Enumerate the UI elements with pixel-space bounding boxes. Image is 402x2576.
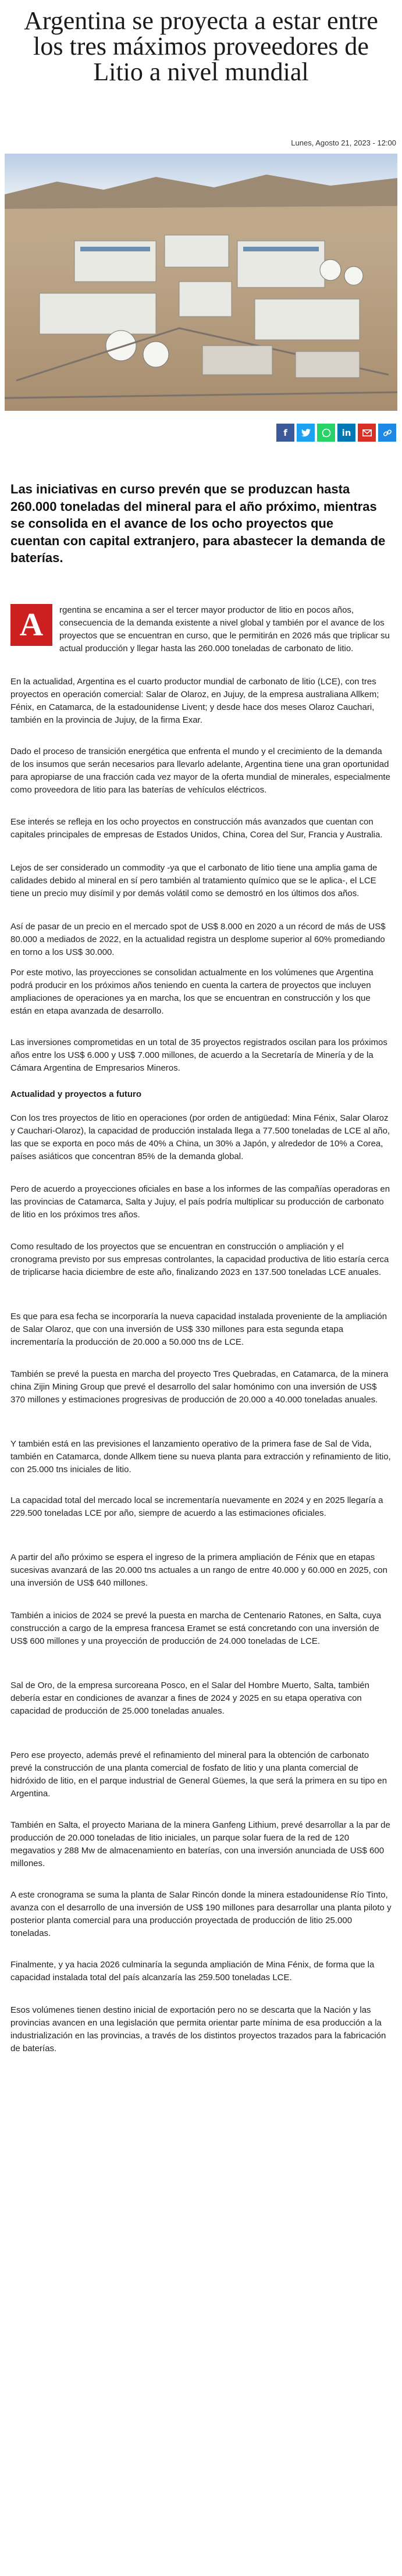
paragraph: Así de pasar de un precio en el mercado spot de US$ 8.000 en 2020 a un récord de más de US$ 80.000 a mediados de 2022, en la actualidad registra un desplome superior al 60% promediando en torno a los US$ 30.000.	[10, 922, 386, 957]
paragraph: En la actualidad, Argentina es el cuarto productor mundial de carbonato de litio (LCE), con tres proyectos en operación comercial: Salar de Olaroz, en Jujuy, de la empresa australiana Allkem; Fénix, en Catamarca, de la estadounidense Livent; y desde hace dos meses Olaroz Cauchari, también en la provincia de Jujuy, de la firma Exar.	[10, 677, 379, 725]
lithium-plant-photo	[5, 154, 397, 411]
paragraph: Lejos de ser considerado un commodity -ya que el carbonato de litio tiene una amplia gama de calidades debido al mineral en sí pero también al tratamiento químico que se le aplica-, el LCE tiene un precio muy disímil y por demás volátil como se demostró en los últimos dos años.	[10, 863, 378, 898]
first-paragraph	[10, 604, 392, 655]
paragraph: Dado el proceso de transición energética que enfrenta el mundo y el crecimiento de la demanda de los insumos que serán necesarios para llevarlo adelante, Argentina tiene una gran oportunidad para apropiarse de una fracción cada vez mayor de la oferta mundial de minerales, especialmente como proveedora de litio para las baterías de vehículos eléctricos.	[10, 747, 390, 795]
paragraph: Pero ese proyecto, además prevé el refinamiento del mineral para la obtención de carbonato prevé la construcción de una planta comercial de fosfato de litio y una planta comercial de hidróxido de litio, en el parque industrial de General Güemes, la que será la primera en su tipo en Argentina.	[10, 1750, 387, 1799]
paragraph: A partir del año próximo se espera el ingreso de la primera ampliación de Fénix que en etapas sucesivas avanzará de las 20.000 tns actuales a un rango de entre 40.000 y 60.000 en 2025, con una inversión de US$ 640 millones.	[10, 1552, 387, 1588]
paragraph: A este cronograma se suma la planta de Salar Rincón donde la minera estadounidense Río Tinto, avanza con el desarrollo de una inversión de US$ 190 millones para desarrollar una planta piloto y posterior planta comercial para una producción proyectada de producción de litio 25.000 toneladas.	[10, 1890, 392, 1938]
paragraph: También a inicios de 2024 se prevé la puesta en marcha de Centenario Ratones, en Salta, cuya construcción a cargo de la empresa francesa Eramet se está concretando con una inversión de US$ 600 millones y una proyección de producción de 24.000 toneladas de LCE.	[10, 1611, 382, 1646]
paragraph: Con los tres proyectos de litio en operaciones (por orden de antigüedad: Mina Fénix, Salar Olaroz y Cauchari-Olaroz), la capacidad de producción instalada llega a 77.500 toneladas de LCE al año, las que se exporta en poco más de 40% a China, un 30% a Japón, y alrededor de 10% a Corea, países asiáticos que concentran 85% de la demanda global.	[10, 1113, 390, 1161]
dropcap: A	[10, 604, 52, 646]
link-icon[interactable]	[378, 424, 396, 442]
paragraph: También en Salta, el proyecto Mariana de la minera Ganfeng Lithium, prevé desarrollar a la par de producción de 20.000 toneladas de litio iniciales, un parque solar fuera de la red de 120 megavatios y 288 Mw de almacenamiento en baterías, con una inversión anunciada de US$ 600 millones.	[10, 1820, 390, 1868]
paragraph: Pero de acuerdo a proyecciones oficiales en base a los informes de las compañías operadoras en las provincias de Catamarca, Salta y Jujuy, el país podría multiplicar su producción de carbonato de litio en los próximos tres años.	[10, 1184, 390, 1220]
article-title: Argentina se proyecta a estar entre los tres máximos proveedores de Litio a nivel mundial	[24, 6, 378, 86]
facebook-icon[interactable]: f	[276, 424, 294, 442]
whatsapp-icon[interactable]	[317, 424, 335, 442]
subheading: Actualidad y proyectos a futuro	[10, 1089, 142, 1099]
paragraph: Ese interés se refleja en los ocho proyectos en construcción más avanzados que cuentan con capitales principales de empresas de Estados Unidos, China, Corea del Sur, Francia y Australia.	[10, 817, 383, 840]
paragraph: También se prevé la puesta en marcha del proyecto Tres Quebradas, en Catamarca, de la minera china Zijin Mining Group que prevé el desarrollo del salar homónimo con una inversión de US$ 370 millones y estimaciones progresivas de producción de 20.000 a 40.000 toneladas anuales.	[10, 1369, 389, 1405]
article-lead: Las iniciativas en curso prevén que se produzcan hasta 260.000 toneladas del mineral para el año próximo, mientras se consolida en el avance de los ocho proyectos que cuentan con capital extranjero, para abastecer la demanda de baterías.	[10, 482, 386, 565]
paragraph: Las inversiones comprometidas en un total de 35 proyectos registrados oscilan para los próximos años entre los US$ 6.000 y US$ 7.000 millones, de acuerdo a la Secretaría de Minería y de la Cámara Argentina de Empresarios Mineros.	[10, 1037, 387, 1073]
twitter-icon[interactable]	[297, 424, 315, 442]
paragraph: Es que para esa fecha se incorporaría la nueva capacidad instalada proveniente de la ampliación de Salar Olaroz, que con una inversión de US$ 330 millones para esta segunda etapa incrementaría la producción de 20.000 a 50.000 tns de LCE.	[10, 1312, 387, 1347]
paragraph: La capacidad total del mercado local se incrementaría nuevamente en 2024 y en 2025 llegaría a 229.500 toneladas LCE por año, siempre de acuerdo a las estimaciones oficiales.	[10, 1495, 383, 1518]
linkedin-icon[interactable]: in	[337, 424, 355, 442]
paragraph: Sal de Oro, de la empresa surcoreana Posco, en el Salar del Hombre Muerto, Salta, también debería estar en condiciones de avanzar a fines de 2024 y 2025 en su etapa operativa con capacidad de producción de 25.000 toneladas anuales.	[10, 1680, 369, 1716]
paragraph: Finalmente, y ya hacia 2026 culminaría la segunda ampliación de Mina Fénix, de forma que la capacidad instalada total del país alcanzaría las 259.500 toneladas LCE.	[10, 1960, 375, 1982]
email-icon[interactable]	[358, 424, 376, 442]
share-bar	[276, 424, 396, 442]
paragraph: Esos volúmenes tienen destino inicial de exportación pero no se descarta que la Nación y las provincias avancen en una legislación que permita orientar parte mínima de esa producción a la industrialización en las provincias, a través de los distintos proyectos trazados para la fabricación de baterías.	[10, 2005, 386, 2053]
paragraph: Como resultado de los proyectos que se encuentran en construcción o ampliación y el cronograma previsto por sus empresas controlantes, la capacidad productiva de litio estaría cerca de triplicarse hacia diciembre de este año, finalizando 2023 en 137.500 toneladas LCE anuales.	[10, 1242, 389, 1277]
first-paragraph-text: rgentina se encamina a ser el tercer mayor productor de litio en pocos años, consecuencia de la demanda existente a nivel global y también por el avance de los proyectos que se encuentran en curso, que le permitirán en 2026 más que triplicar su actual producción y llegar hasta las 260.000 toneladas de carbonato de litio.	[59, 605, 390, 653]
article-date: Lunes, Agosto 21, 2023 - 12:00	[291, 138, 396, 147]
hero-image	[5, 154, 397, 411]
paragraph: Y también está en las previsiones el lanzamiento operativo de la primera fase de Sal de Vida, también en Catamarca, donde Allkem tiene su nueva planta para extracción y refinamiento de litio, con 25.000 tns iniciales de litio.	[10, 1439, 391, 1474]
paragraph: Por este motivo, las proyecciones se consolidan actualmente en los volúmenes que Argentina podrá producir en los próximos años teniendo en cuenta la cartera de proyectos que incluyen ampliaciones de operaciones ya en marcha, los que se encuentran en construcción y los que están en etapa avanzada de desarrollo.	[10, 968, 373, 1016]
